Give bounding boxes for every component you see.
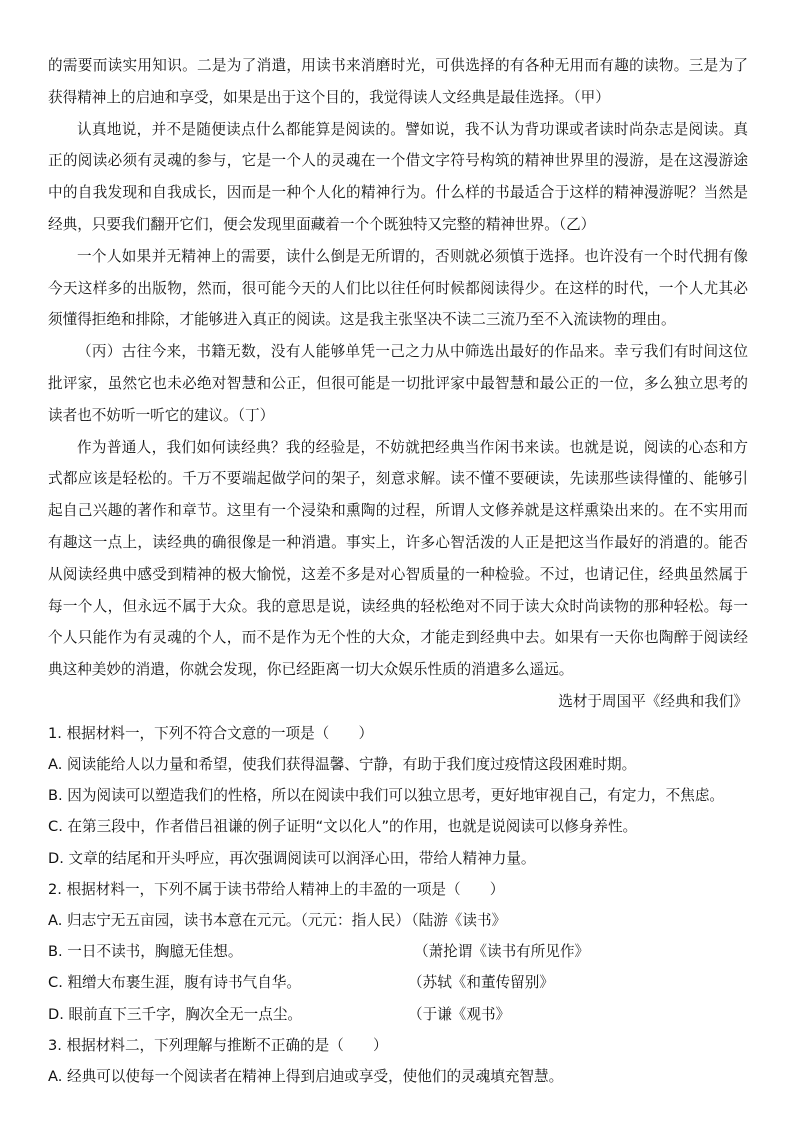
option-text: D. 眼前直下三千字，胸次全无一点尘。 xyxy=(48,1005,303,1023)
option-a: A. 经典可以使每一个阅读者在精神上得到启迪或享受，使他们的灵魂填充智慧。 xyxy=(48,1067,564,1085)
option-a xyxy=(48,905,748,936)
option-text: A. 归志宁无五亩园，读书本意在元元。（元元：指人民） xyxy=(48,911,410,929)
option-a: A. 阅读能给人以力量和希望，使我们获得温馨、宁静，有助于我们度过疫情这段困难时期。 xyxy=(48,755,637,773)
option-c: C. 在第三段中，作者借吕祖谦的例子证明“文以化人”的作用，也就是说阅读可以修身养性。 xyxy=(48,818,638,836)
question-1 xyxy=(48,718,748,874)
option-b: B. 因为阅读可以塑造我们的性格，所以在阅读中我们可以独立思考，更好地审视自己，有定力，不焦虑。 xyxy=(48,787,725,805)
paragraph: （丙）古往今来，书籍无数，没有人能够单凭一己之力从中筛选出最好的作品来。幸亏我们有时间这位批评家，虽然它也未必绝对智慧和公正，但很可能是一切批评家中最智慧和最公正的一位，多么独立思考的读者也不妨听一听它的建议。（丁） xyxy=(48,343,748,424)
paragraph: 认真地说，并不是随便读点什么都能算是阅读的。譬如说，我不认为背功课或者读时尚杂志是阅读。真正的阅读必须有灵魂的参与，它是一个人的灵魂在一个借文字符号构筑的精神世界里的漫游，是在这漫游途中的自我发现和自我成长，因而是一种个人化的精神行为。什么样的书最适合于这样的精神漫游呢？当然是经典，只要我们翻开它们，便会发现里面藏着一个个既独特又完整的精神世界。（乙） xyxy=(48,120,748,233)
option-citation: （陆游《读书》 xyxy=(404,911,507,929)
option-citation: （苏轼《和董传留别》 xyxy=(408,974,554,992)
option-text: B. 一日不读书，胸臆无佳想。 xyxy=(48,943,243,961)
option-d xyxy=(48,999,748,1030)
question-2 xyxy=(48,874,748,1030)
option-citation: （萧抡谓《读书有所见作》 xyxy=(414,943,590,961)
source-citation: 选材于周国平《经典和我们》 xyxy=(558,692,748,710)
question-stem: 3. 根据材料二，下列理解与推断不正确的是（ ） xyxy=(48,1036,388,1054)
paragraph: 一个人如果并无精神上的需要，读什么倒是无所谓的，否则就必须慎于选择。也许没有一个时代拥有像今天这样多的出版物，然而，很可能今天的人们比以往任何时候都阅读得少。在这样的时代，一个人尤其必须懂得拒绝和排除，才能够进入真正的阅读。这是我主张坚决不读二三流乃至不入流读物的理由。 xyxy=(48,247,748,329)
option-citation: （于谦《观书》 xyxy=(408,1005,511,1023)
option-text: C. 粗缯大布裹生涯，腹有诗书气自华。 xyxy=(48,974,301,992)
document-page xyxy=(48,50,748,1092)
question-3 xyxy=(48,1030,748,1092)
paragraph: 的需要而读实用知识。二是为了消遣，用读书来消磨时光，可供选择的有各种无用而有趣的读物。三是为了获得精神上的启迪和享受，如果是出于这个目的，我觉得读人文经典是最佳选择。（甲） xyxy=(48,57,748,106)
paragraph: 作为普通人，我们如何读经典？我的经验是，不妨就把经典当作闲书来读。也就是说，阅读的心态和方式都应该是轻松的。千万不要端起做学问的架子，刻意求解。读不懂不要硬读，先读那些读得懂的、能够引起自己兴趣的著作和章节。这里有一个浸染和熏陶的过程，所谓人文修养就是这样熏染出来的。在不实用而有趣这一点上，读经典的确很像是一种消遣。事实上，许多心智活泼的人正是把这当作最好的消遣的。能否从阅读经典中感受到精神的极大愉悦，这差不多是对心智质量的一种检验。不过，也请记住，经典虽然属于每一个人，但永远不属于大众。我的意思是说，读经典的轻松绝对不同于读大众时尚读物的那种轻松。每一个人只能作为有灵魂的个人，而不是作为无个性的大众，才能走到经典中去。如果有一天你也陶醉于阅读经典这种美妙的消遣，你就会发现，你已经距离一切大众娱乐性质的消遣多么遥远。 xyxy=(48,438,748,679)
option-b xyxy=(48,936,748,967)
option-d: D. 文章的结尾和开头呼应，再次强调阅读可以润泽心田，带给人精神力量。 xyxy=(48,849,536,867)
option-c xyxy=(48,967,748,998)
question-stem: 2. 根据材料一，下列不属于读书带给人精神上的丰盈的一项是（ ） xyxy=(48,880,505,898)
question-stem: 1. 根据材料一，下列不符合文意的一项是（ ） xyxy=(48,724,374,742)
